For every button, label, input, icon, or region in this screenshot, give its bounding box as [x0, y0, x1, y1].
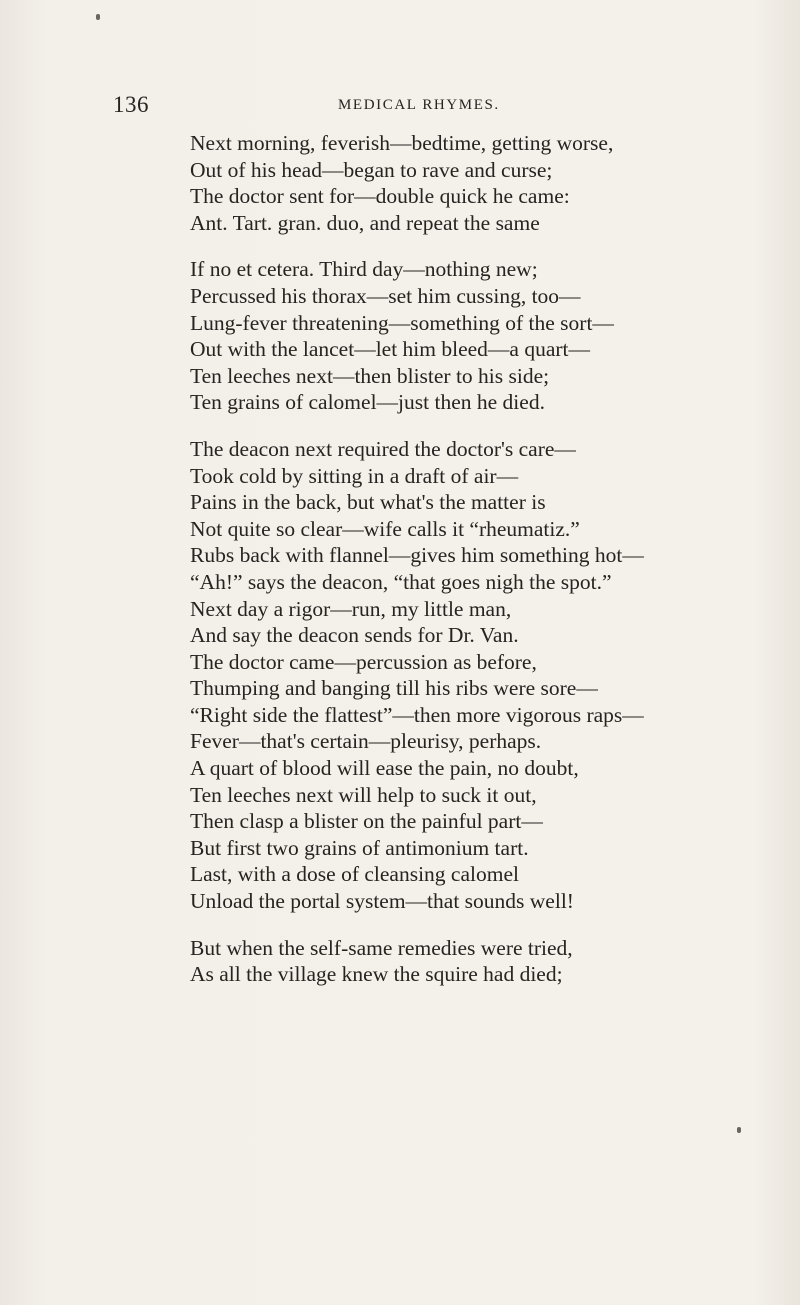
- verse-line: But when the self-same remedies were tried,: [190, 935, 573, 960]
- verse-line: “Ah!” says the deacon, “that goes nigh the spot.”: [190, 569, 612, 594]
- verse-line: Took cold by sitting in a draft of air—: [190, 463, 519, 488]
- verse-line: Unload the portal system—that sounds well!: [190, 889, 574, 914]
- verse-line: Rubs back with flannel—gives him something hot—: [190, 543, 644, 568]
- verse-line: Last, with a dose of cleansing calomel: [190, 862, 519, 887]
- verse-line: But first two grains of antimonium tart.: [190, 835, 529, 860]
- verse-line: As all the village knew the squire had died;: [190, 962, 563, 987]
- stanza-2: [0, 256, 800, 416]
- verse-line: Pains in the back, but what's the matter is: [190, 490, 546, 515]
- verse-line: Ten leeches next—then blister to his side;: [190, 363, 550, 388]
- verse-line: Ant. Tart. gran. duo, and repeat the same: [190, 210, 540, 235]
- print-speck: [737, 1127, 741, 1133]
- verse-line: Lung-fever threatening—something of the sort—: [190, 310, 614, 335]
- verse-line: The doctor sent for—double quick he came:: [190, 184, 570, 209]
- verse-line: Out with the lancet—let him bleed—a quart—: [190, 337, 591, 362]
- verse-line: Thumping and banging till his ribs were sore—: [190, 676, 598, 701]
- stanza-3: [0, 436, 800, 915]
- verse-line: Percussed his thorax—set him cussing, too—: [190, 283, 581, 308]
- verse-line: Then clasp a blister on the painful part—: [190, 809, 543, 834]
- verse-line: Not quite so clear—wife calls it “rheumatiz.”: [190, 516, 580, 541]
- stanza-4: [0, 935, 800, 988]
- verse-line: Next day a rigor—run, my little man,: [190, 596, 512, 621]
- verse-line: Out of his head—began to rave and curse;: [190, 157, 553, 182]
- verse-line: The doctor came—percussion as before,: [190, 649, 537, 674]
- verse-line: The deacon next required the doctor's care—: [190, 436, 576, 461]
- page-header: [0, 92, 800, 122]
- verse-line: If no et cetera. Third day—nothing new;: [190, 257, 538, 282]
- page-number: 136: [113, 92, 149, 117]
- verse-line: And say the deacon sends for Dr. Van.: [190, 623, 519, 648]
- running-title: MEDICAL RHYMES.: [338, 97, 500, 113]
- poem-body: [0, 130, 800, 1008]
- verse-line: Ten leeches next will help to suck it out,: [190, 782, 537, 807]
- verse-line: Ten grains of calomel—just then he died.: [190, 390, 545, 415]
- print-speck: [96, 14, 100, 20]
- verse-line: A quart of blood will ease the pain, no doubt,: [190, 756, 579, 781]
- verse-line: Fever—that's certain—pleurisy, perhaps.: [190, 729, 542, 754]
- verse-line: “Right side the flattest”—then more vigorous raps—: [190, 702, 644, 727]
- stanza-1: [0, 130, 800, 236]
- verse-line: Next morning, feverish—bedtime, getting worse,: [190, 131, 614, 155]
